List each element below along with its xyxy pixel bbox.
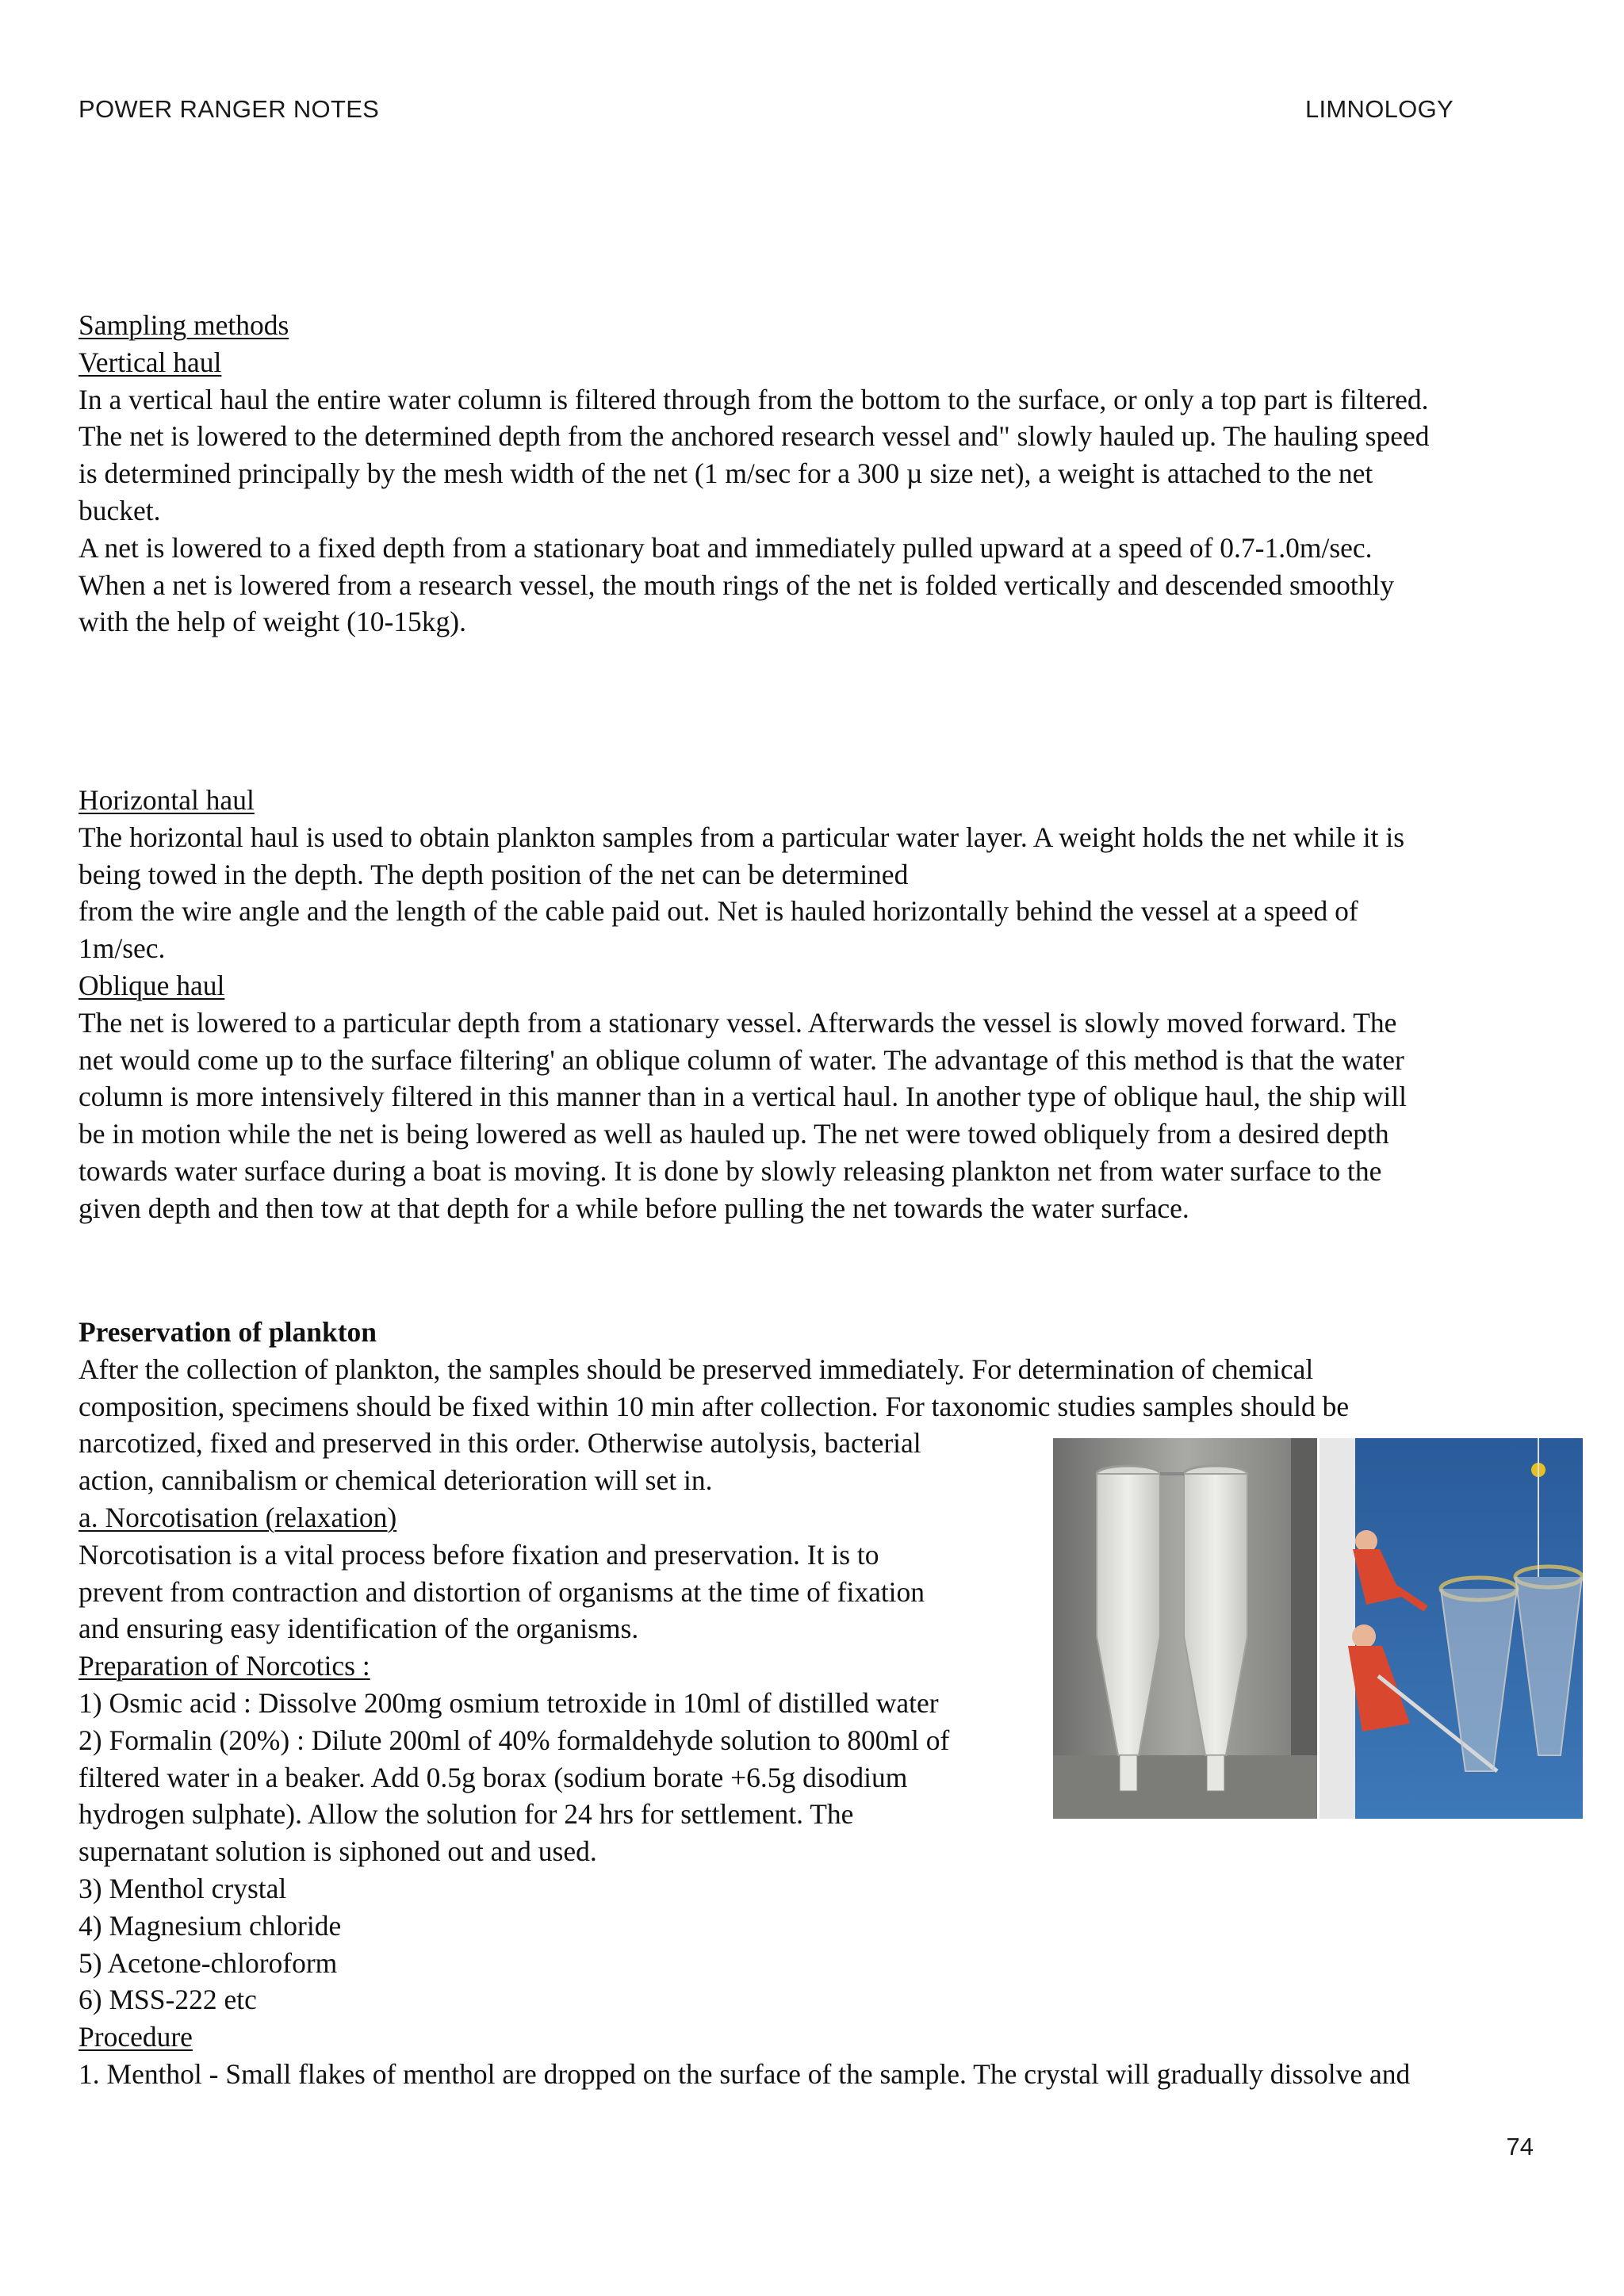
running-header-left: POWER RANGER NOTES [79,95,380,123]
narcotics-heading: Preparation of Norcotics : [79,1650,370,1682]
horizontal-haul-heading: Horizontal haul [79,784,255,816]
text-line: 1m/sec. [79,932,166,965]
vertical-haul-heading: Vertical haul [79,346,222,378]
sampling-methods-section [79,307,1538,641]
text-line: net would come up to the surface filtering' an oblique column of water. The advantage of this method is that the water [79,1043,1404,1076]
text-line: column is more intensively filtered in this manner than in a vertical haul. In another type of oblique haul, the ship will [79,1081,1407,1113]
text-line: The net is lowered to a particular depth from a stationary vessel. Afterwards the vessel is slowly moved forward. The [79,1006,1397,1039]
page-number: 74 [1506,2133,1534,2160]
text-line: from the wire angle and the length of the cable paid out. Net is hauled horizontally behind the vessel at a speed of [79,895,1358,928]
text-line: The horizontal haul is used to obtain plankton samples from a particular water layer. A weight holds the net while it is [79,821,1405,853]
running-header-right: LIMNOLOGY [1304,95,1454,123]
text-line: narcotized, fixed and preserved in this order. Otherwise autolysis, bacterial [79,1427,921,1460]
text-line: given depth and then tow at that depth for a while before pulling the net towards the water surface. [79,1192,1189,1224]
text-line: prevent from contraction and distortion of organisms at the time of fixation [79,1575,925,1608]
wrapped-text-column [79,1425,1026,2019]
text-line: is determined principally by the mesh width of the net (1 m/sec for a 300 µ size net), a weight is attached to the net [79,457,1373,490]
haul-methods-section [79,782,1538,1227]
text-line: filtered water in a beaker. Add 0.5g borax (sodium borate +6.5g disodium [79,1761,908,1793]
text-line: 1) Osmic acid : Dissolve 200mg osmium tetroxide in 10ml of distilled water [79,1686,939,1719]
text-line: being towed in the depth. The depth position of the net can be determined [79,858,909,890]
text-line: 3) Menthol crystal [79,1872,287,1904]
text-line: with the help of weight (10-15kg). [79,606,467,638]
text-line: Norcotisation is a vital process before fixation and preservation. It is to [79,1538,879,1571]
text-line: A net is lowered to a fixed depth from a stationary boat and immediately pulled upward at a speed of 0.7-1.0m/sec. [79,531,1373,564]
text-line: 2) Formalin (20%) : Dilute 200ml of 40% formaldehyde solution to 800ml of [79,1724,950,1756]
plankton-net-photo [1053,1438,1583,1819]
norcotisation-heading: a. Norcotisation (relaxation) [79,1501,397,1533]
text-line: After the collection of plankton, the samples should be preserved immediately. For determination of chemical [79,1353,1314,1385]
plankton-net-illustration [1053,1438,1583,1819]
procedure-heading: Procedure [79,2021,193,2053]
text-line: 1. Menthol - Small flakes of menthol are dropped on the surface of the sample. The crystal will gradually dissolve and [79,2057,1411,2090]
text-line: towards water surface during a boat is moving. It is done by slowly releasing plankton net from water surface to the [79,1154,1382,1187]
sampling-methods-title: Sampling methods [79,309,289,341]
oblique-haul-heading: Oblique haul [79,969,225,1001]
text-line: supernatant solution is siphoned out and used. [79,1835,597,1868]
text-line: hydrogen sulphate). Allow the solution for 24 hrs for settlement. The [79,1798,854,1831]
text-line: bucket. [79,494,161,526]
text-line: When a net is lowered from a research vessel, the mouth rings of the net is folded vertically and descended smoothly [79,568,1395,601]
text-line: In a vertical haul the entire water column is filtered through from the bottom to the surface, or only a top part is filtered. [79,383,1429,415]
text-line: composition, specimens should be fixed within 10 min after collection. For taxonomic studies samples should be [79,1390,1350,1422]
text-line: 4) Magnesium chloride [79,1909,342,1942]
text-line: The net is lowered to the determined depth from the anchored research vessel and" slowly hauled up. The hauling speed [79,420,1430,453]
text-line: 6) MSS-222 etc [79,1984,257,2016]
text-line: and ensuring easy identification of the organisms. [79,1613,639,1645]
preservation-heading: Preservation of plankton [79,1316,377,1348]
text-line: action, cannibalism or chemical deterioration will set in. [79,1464,713,1497]
text-line: be in motion while the net is being lowered as well as hauled up. The net were towed obliquely from a desired depth [79,1118,1389,1150]
text-line: 5) Acetone-chloroform [79,1946,338,1979]
